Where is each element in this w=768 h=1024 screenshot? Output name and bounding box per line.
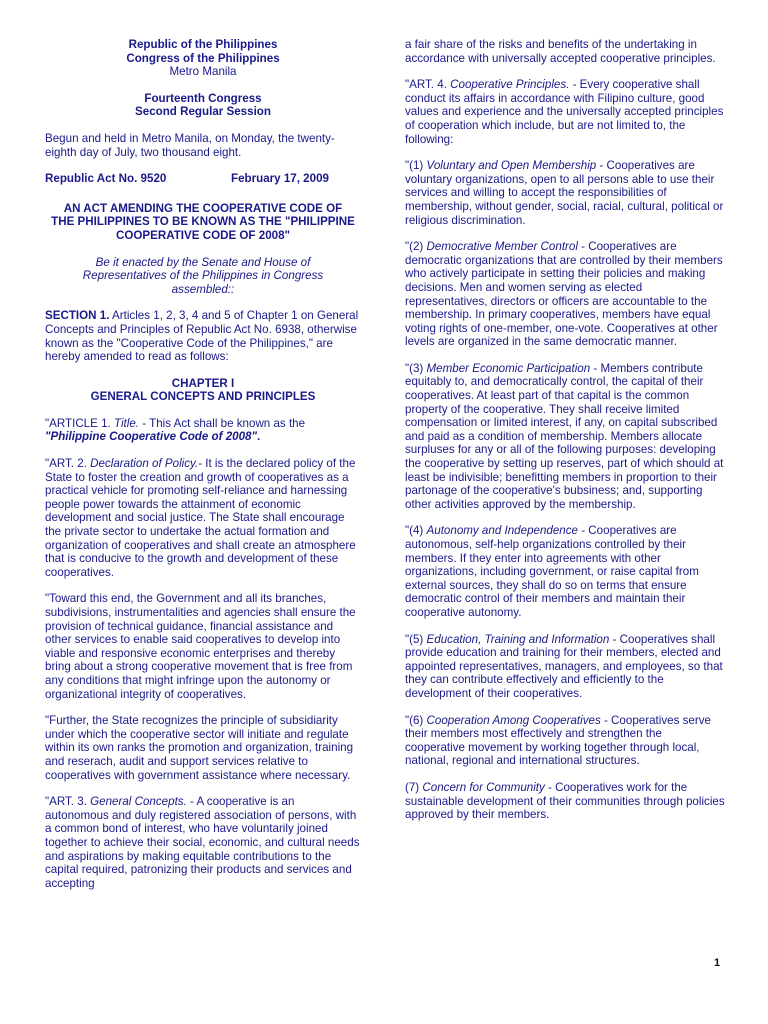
article-4: [405, 78, 725, 146]
principle-title: Voluntary and Open Membership: [426, 159, 597, 173]
principle-text: - Members contribute equitably to, and democratically control, the capital of their cooperatives. At least part of that capital is the common property of the cooperative. They shall receive limited compensation or limited interest, if any, on capital subscribed and paid as a condition of membership. Members allocate surpluses for any or all of the following purposes: developing the cooperative by setting up reserves, part of which should at least be indivisible; benefitting members in proportion to their partonage of the cooperative's bubsiness; and, supporting other activities approved by the membership.: [405, 361, 724, 511]
principle-text: - Cooperatives shall provide education and training for their members, elected and appointed representatives, managers, and employees, so that they can contribute effectively and efficiently to the development of their cooperatives.: [405, 632, 723, 700]
article-3-prefix: "ART. 3.: [45, 795, 91, 809]
principle-5: [405, 633, 725, 701]
session-name: Second Regular Session: [135, 105, 271, 119]
article-3-title: General Concepts.: [90, 795, 187, 809]
right-column: [405, 38, 725, 835]
section-1: [45, 309, 361, 363]
chapter-title: GENERAL CONCEPTS AND PRINCIPLES: [90, 390, 316, 404]
article-1-text: - This Act shall be known as the: [139, 416, 306, 430]
paragraph-toward: "Toward this end, the Government and all its branches, subdivisions, instrumentalities and agencies shall ensure the provision of technical guidance, financial assistance and other services to enable said cooperatives to develop into viable and responsive economic enterprises and thereby bring about a strong cooperative movement that is free from any conditions that might infringe upon the autonomy or organizational integrity of cooperatives.: [45, 592, 356, 701]
chapter-number: CHAPTER I: [171, 376, 235, 390]
principle-title: Member Economic Participation: [426, 361, 591, 375]
principle-prefix: "(6): [405, 713, 427, 727]
enacting-clause: Be it enacted by the Senate and House of Representatives of the Philippines in Congress assembled::: [82, 255, 324, 296]
principle-text: - Cooperatives serve their members most effectively and strengthen the cooperative movement by working together through local, national, regional and international structures.: [405, 713, 711, 768]
article-1-prefix: "ARTICLE 1.: [45, 416, 114, 430]
page-number: 1: [714, 957, 721, 969]
principle-7: [405, 781, 725, 822]
article-1-end: .: [257, 430, 261, 444]
article-1-code-name: "Philippine Cooperative Code of 2008": [45, 430, 257, 444]
principle-title: Democrative Member Control: [426, 240, 578, 254]
republic-act-number: Republic Act No. 9520: [45, 172, 167, 186]
republic-act-date: February 17, 2009: [231, 172, 329, 186]
article-4-text: - Every cooperative shall conduct its affairs in accordance with Filipino culture, good values and experience and the universally accepted principles of cooperation which include, but are not limited to, the following:: [405, 78, 724, 146]
congress-number: Fourteenth Congress: [144, 91, 262, 105]
header-congress: Congress of the Philippines: [126, 51, 280, 65]
section-1-label: SECTION 1.: [45, 309, 110, 323]
principle-prefix: (7): [405, 780, 423, 794]
act-title: AN ACT AMENDING THE COOPERATIVE CODE OF THE PHILIPPINES TO BE KNOWN AS THE "PHILIPPINE COOPERATIVE CODE OF 2008": [51, 201, 355, 242]
article-3-continued: a fair share of the risks and benefits of the undertaking in accordance with universally accepted cooperative principles.: [405, 38, 716, 65]
chapter-heading: [45, 377, 361, 404]
article-1-title: Title.: [113, 416, 140, 430]
principle-2: [405, 240, 725, 349]
principle-6: [405, 714, 725, 768]
principle-prefix: "(5): [405, 632, 427, 646]
article-2-title: Declaration of Policy.: [90, 457, 199, 471]
article-3-text: - A cooperative is an autonomous and duly registered association of persons, with a common bond of interest, who have voluntarily joined together to achieve their social, economic, and cultural needs and aspirations by making equitable contributions to the capital required, patronizing their products and services and accepting: [45, 795, 360, 890]
article-2: [45, 457, 361, 579]
principle-4: [405, 524, 725, 619]
republic-act-line: [45, 172, 361, 186]
article-4-title: Cooperative Principles.: [450, 78, 570, 92]
principle-prefix: "(2): [405, 240, 427, 254]
section-1-text: Articles 1, 2, 3, 4 and 5 of Chapter 1 on General Concepts and Principles of Republic Act No. 6938, otherwise known as the "Cooperative Code of the Philippines," are hereby amended to read as follows:: [45, 309, 359, 364]
principle-title: Autonomy and Independence: [426, 524, 578, 538]
principle-prefix: "(4): [405, 524, 427, 538]
article-2-text: - It is the declared policy of the State to foster the creation and growth of cooperatives as a practical vehicle for promoting self-reliance and harnessing people power towards the attainment of economic development and social justice. The State shall encourage the private sector to undertake the actual formation and organization of cooperatives and shall create an atmosphere that is conducive to the growth and development of these cooperatives.: [45, 457, 356, 579]
session-header: [45, 92, 361, 119]
principle-text: - Cooperatives are autonomous, self-help organizations controlled by their members. If they enter into agreements with other organizations, including government, or raise capital from external sources, they shall do so on terms that ensure democratic control of their members and maintain their cooperative autonomy.: [405, 524, 699, 619]
begun-paragraph: Begun and held in Metro Manila, on Monday, the twenty-eighth day of July, two thousand eight.: [45, 131, 335, 159]
header-republic: Republic of the Philippines: [128, 38, 278, 51]
header-location: Metro Manila: [169, 65, 237, 79]
principle-text: - Cooperatives are voluntary organizations, open to all persons able to use their services and willing to accept the responsibilities of membership, without gender, social, racial, cultural, political or religious discrimination.: [405, 159, 724, 227]
principle-1: [405, 159, 725, 227]
article-3: [45, 795, 361, 890]
principle-prefix: "(1): [405, 159, 427, 173]
left-column: [45, 38, 361, 903]
principle-prefix: "(3): [405, 361, 427, 375]
principle-text: - Cooperatives work for the sustainable development of their communities through policies approved by their members.: [405, 780, 725, 822]
principle-text: - Cooperatives are democratic organizations that are controlled by their members who actively participate in setting their policies and making decisions. Men and women serving as elected representatives, directors or officers are accountable to the membership. In primary cooperatives, members have equal voting rights of one-member, one-vote. Cooperatives at other levels are organized in the same democratic manner.: [405, 240, 723, 349]
principle-3: [405, 362, 725, 512]
article-1: [45, 417, 361, 444]
paragraph-further: "Further, the State recognizes the principle of subsidiarity under which the cooperative sector will initiate and regulate within its own ranks the promotion and organization, training and reserach, audit and support services relative to cooperatives with government assistance where necessary.: [45, 714, 354, 782]
article-4-prefix: "ART. 4.: [405, 78, 451, 92]
document-header: [45, 38, 361, 79]
article-2-prefix: "ART. 2.: [45, 457, 91, 471]
principle-title: Education, Training and Information: [426, 632, 610, 646]
principle-title: Cooperation Among Cooperatives: [426, 713, 601, 727]
principle-title: Concern for Community: [422, 780, 545, 794]
